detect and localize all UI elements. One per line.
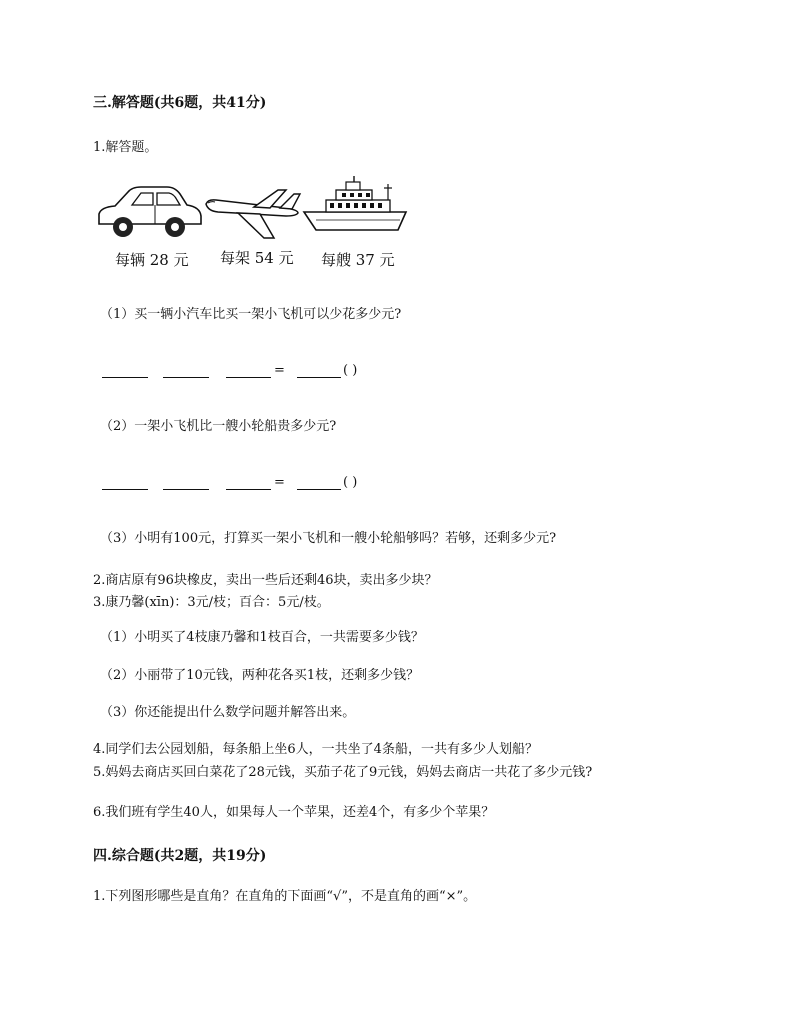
unit-paren: ( )	[343, 363, 358, 378]
answer-blank[interactable]	[226, 489, 271, 490]
answer-blank[interactable]	[163, 489, 209, 490]
section4-q1: 1.下列图形哪些是直角？在直角的下面画“√”，不是直角的画“×”。	[93, 889, 477, 904]
equals-sign: =	[274, 475, 285, 490]
answer-blank[interactable]	[102, 489, 148, 490]
answer-blank[interactable]	[226, 377, 271, 378]
car-image	[95, 180, 205, 242]
answer-blank[interactable]	[102, 377, 148, 378]
airplane-image	[202, 182, 302, 240]
answer-blank[interactable]	[163, 377, 209, 378]
q3-sub1: （1）小明买了4枝康乃馨和1枝百合，一共需要多少钱？	[100, 630, 424, 645]
answer-blank[interactable]	[297, 489, 341, 490]
q2-text: 2.商店原有96块橡皮，卖出一些后还剩46块，卖出多少块？	[93, 573, 438, 588]
car-price: 每辆 28 元	[115, 251, 189, 269]
q1-sub2: （2）一架小飞机比一艘小轮船贵多少元?	[100, 419, 337, 434]
q6-text: 6.我们班有学生40人，如果每人一个苹果，还差4个，有多少个苹果？	[93, 805, 495, 820]
unit-paren: ( )	[343, 475, 358, 490]
q3-sub2: （2）小丽带了10元钱，两种花各买1枝，还剩多少钱？	[100, 668, 420, 683]
q1-sub1: （1）买一辆小汽车比买一架小飞机可以少花多少元?	[100, 307, 402, 322]
ship-price: 每艘 37 元	[321, 251, 395, 269]
airplane-price: 每架 54 元	[220, 249, 294, 267]
q4-text: 4.同学们去公园划船，每条船上坐6人，一共坐了4条船，一共有多少人划船？	[93, 742, 538, 757]
q1-label: 1.解答题。	[93, 140, 158, 155]
q1-sub3: （3）小明有100元，打算买一架小飞机和一艘小轮船够吗？若够，还剩多少元?	[100, 531, 557, 546]
answer-blank[interactable]	[297, 377, 341, 378]
q3-sub3: （3）你还能提出什么数学问题并解答出来。	[100, 705, 356, 720]
ship-image	[302, 176, 408, 238]
section4-title: 四.综合题(共2题，共19分)	[93, 848, 267, 864]
q5-text: 5.妈妈去商店买回白菜花了28元钱，买茄子花了9元钱，妈妈去商店一共花了多少元钱?	[93, 765, 593, 780]
q3-label: 3.康乃馨(xīn)：3元/枝；百合：5元/枝。	[93, 595, 330, 610]
equals-sign: =	[274, 363, 285, 378]
section3-title: 三.解答题(共6题，共41分)	[93, 95, 267, 111]
